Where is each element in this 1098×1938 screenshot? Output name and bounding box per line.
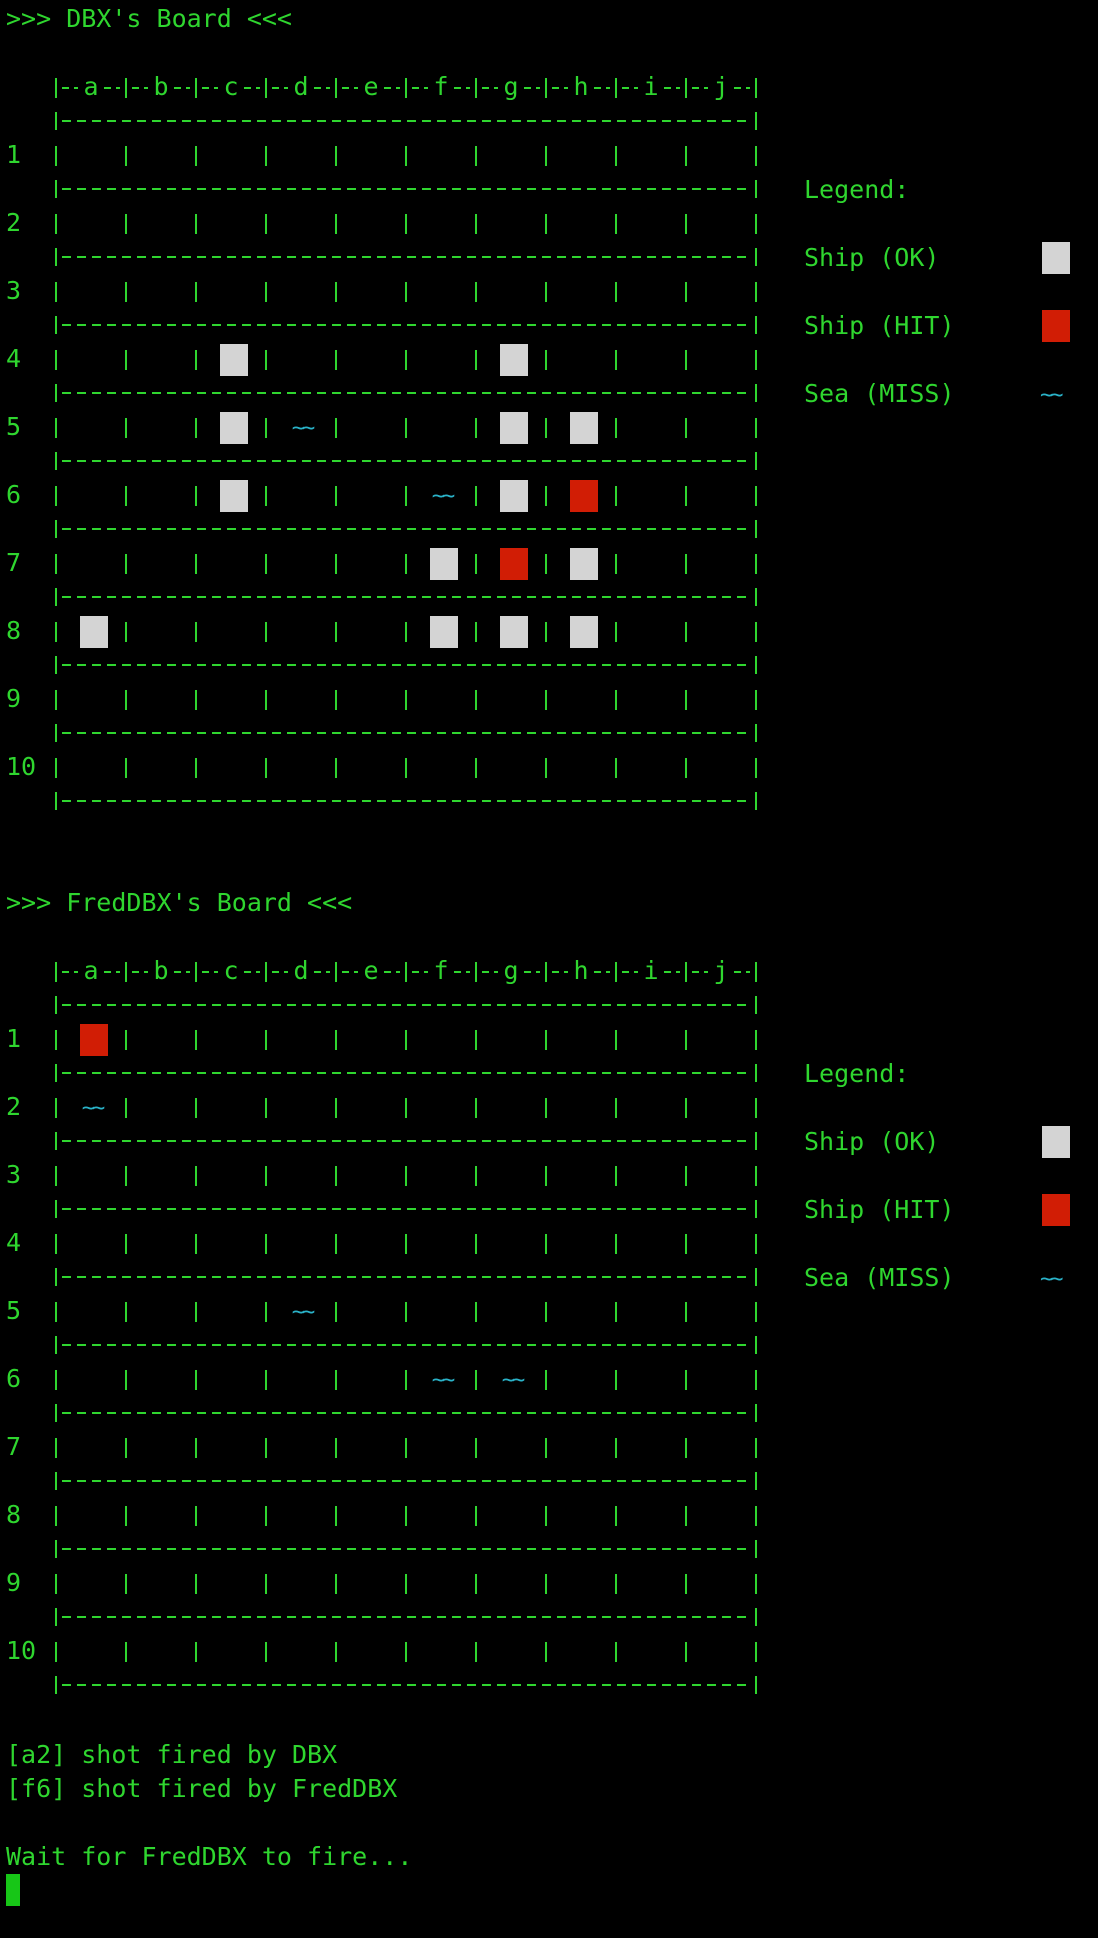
- miss-marker: ~~: [291, 1300, 313, 1325]
- ship-ok-marker: [500, 344, 528, 376]
- board-cell-g4: [476, 342, 546, 376]
- board-cell-d5: [266, 410, 336, 444]
- legend-ship-ok-swatch: [1042, 242, 1070, 274]
- row-label: 5: [6, 412, 22, 441]
- board-cell-f7: [406, 546, 476, 580]
- ship-ok-marker: [500, 480, 528, 512]
- board-cell-c6: [196, 478, 266, 512]
- column-header: e: [363, 956, 379, 985]
- column-header: f: [433, 956, 449, 985]
- ship-ok-marker: [220, 412, 248, 444]
- board-cell-h8: [546, 614, 616, 648]
- column-header: a: [83, 956, 99, 985]
- board-cell-g5: [476, 410, 546, 444]
- ship-ok-marker: [430, 616, 458, 648]
- board-cell-h5: [546, 410, 616, 444]
- board-cell-a8: [56, 614, 126, 648]
- row-label: 6: [6, 1364, 22, 1393]
- column-header: d: [293, 72, 309, 101]
- column-header: i: [643, 72, 659, 101]
- legend-title: Legend:: [804, 175, 910, 204]
- column-header: g: [503, 956, 519, 985]
- ship-ok-marker: [500, 616, 528, 648]
- board-cell-g7: [476, 546, 546, 580]
- board-cell-f8: [406, 614, 476, 648]
- row-label: 7: [6, 548, 22, 577]
- status-message: Wait for FredDBX to fire...: [6, 1842, 413, 1871]
- board-cell-g6: [476, 478, 546, 512]
- board-cell-h6: [546, 478, 616, 512]
- miss-marker: ~~: [501, 1368, 523, 1393]
- ship-ok-marker: [220, 344, 248, 376]
- board-cell-g8: [476, 614, 546, 648]
- row-label: 4: [6, 1228, 22, 1257]
- board-cell-c4: [196, 342, 266, 376]
- column-header: i: [643, 956, 659, 985]
- column-header: g: [503, 72, 519, 101]
- ship-ok-marker: [570, 548, 598, 580]
- column-header: j: [713, 72, 729, 101]
- legend-ship-hit-label: Ship (HIT): [804, 311, 955, 340]
- row-label: 9: [6, 1568, 22, 1597]
- miss-marker: ~~: [291, 416, 313, 441]
- legend-miss-glyph: ~~: [1040, 383, 1061, 408]
- ship-ok-marker: [80, 616, 108, 648]
- board-title: >>> DBX's Board <<<: [6, 4, 292, 33]
- board-cell-f6: [406, 1362, 476, 1396]
- row-label: 7: [6, 1432, 22, 1461]
- miss-marker: ~~: [81, 1096, 103, 1121]
- column-header: b: [153, 72, 169, 101]
- ship-ok-marker: [500, 412, 528, 444]
- legend-miss-glyph: ~~: [1040, 1267, 1061, 1292]
- miss-marker: ~~: [431, 1368, 453, 1393]
- column-header: h: [573, 72, 589, 101]
- row-label: 10: [6, 752, 37, 781]
- row-label: 1: [6, 140, 22, 169]
- column-header: f: [433, 72, 449, 101]
- row-label: 5: [6, 1296, 22, 1325]
- legend-title: Legend:: [804, 1059, 910, 1088]
- legend-sea-miss-label: Sea (MISS): [804, 1263, 955, 1292]
- board-cell-d5: [266, 1294, 336, 1328]
- legend-ship-ok-label: Ship (OK): [804, 243, 940, 272]
- board-cell-c5: [196, 410, 266, 444]
- board-cell-a2: [56, 1090, 126, 1124]
- ship-ok-marker: [430, 548, 458, 580]
- miss-marker: ~~: [431, 484, 453, 509]
- row-label: 3: [6, 1160, 22, 1189]
- board-cell-h7: [546, 546, 616, 580]
- row-label: 1: [6, 1024, 22, 1053]
- ship-hit-marker: [570, 480, 598, 512]
- ship-ok-marker: [570, 616, 598, 648]
- terminal-cursor: [6, 1874, 20, 1906]
- row-label: 10: [6, 1636, 37, 1665]
- legend-ship-hit-swatch: [1042, 1194, 1070, 1226]
- legend-ship-ok-label: Ship (OK): [804, 1127, 940, 1156]
- column-header: j: [713, 956, 729, 985]
- column-header: a: [83, 72, 99, 101]
- row-label: 4: [6, 344, 22, 373]
- board-grid: [0, 70, 770, 810]
- board-cell-f6: [406, 478, 476, 512]
- grid-lines: [0, 954, 770, 1694]
- row-label: 2: [6, 1092, 22, 1121]
- legend-ship-hit-swatch: [1042, 310, 1070, 342]
- row-label: 8: [6, 616, 22, 645]
- row-label: 3: [6, 276, 22, 305]
- row-label: 6: [6, 480, 22, 509]
- board-title: >>> FredDBX's Board <<<: [6, 888, 353, 917]
- column-header: b: [153, 956, 169, 985]
- legend-ship-hit-label: Ship (HIT): [804, 1195, 955, 1224]
- ship-hit-marker: [80, 1024, 108, 1056]
- ship-ok-marker: [220, 480, 248, 512]
- column-header: c: [223, 956, 239, 985]
- row-label: 8: [6, 1500, 22, 1529]
- ship-hit-marker: [500, 548, 528, 580]
- legend-ship-ok-swatch: [1042, 1126, 1070, 1158]
- grid-lines: [0, 70, 770, 810]
- column-header: d: [293, 956, 309, 985]
- column-header: h: [573, 956, 589, 985]
- column-header: c: [223, 72, 239, 101]
- board-cell-a1: [56, 1022, 126, 1056]
- ship-ok-marker: [570, 412, 598, 444]
- legend-sea-miss-label: Sea (MISS): [804, 379, 955, 408]
- log-line: [f6] shot fired by FredDBX: [6, 1774, 398, 1803]
- log-line: [a2] shot fired by DBX: [6, 1740, 338, 1769]
- board-grid: [0, 954, 770, 1694]
- column-header: e: [363, 72, 379, 101]
- board-cell-g6: [476, 1362, 546, 1396]
- row-label: 9: [6, 684, 22, 713]
- row-label: 2: [6, 208, 22, 237]
